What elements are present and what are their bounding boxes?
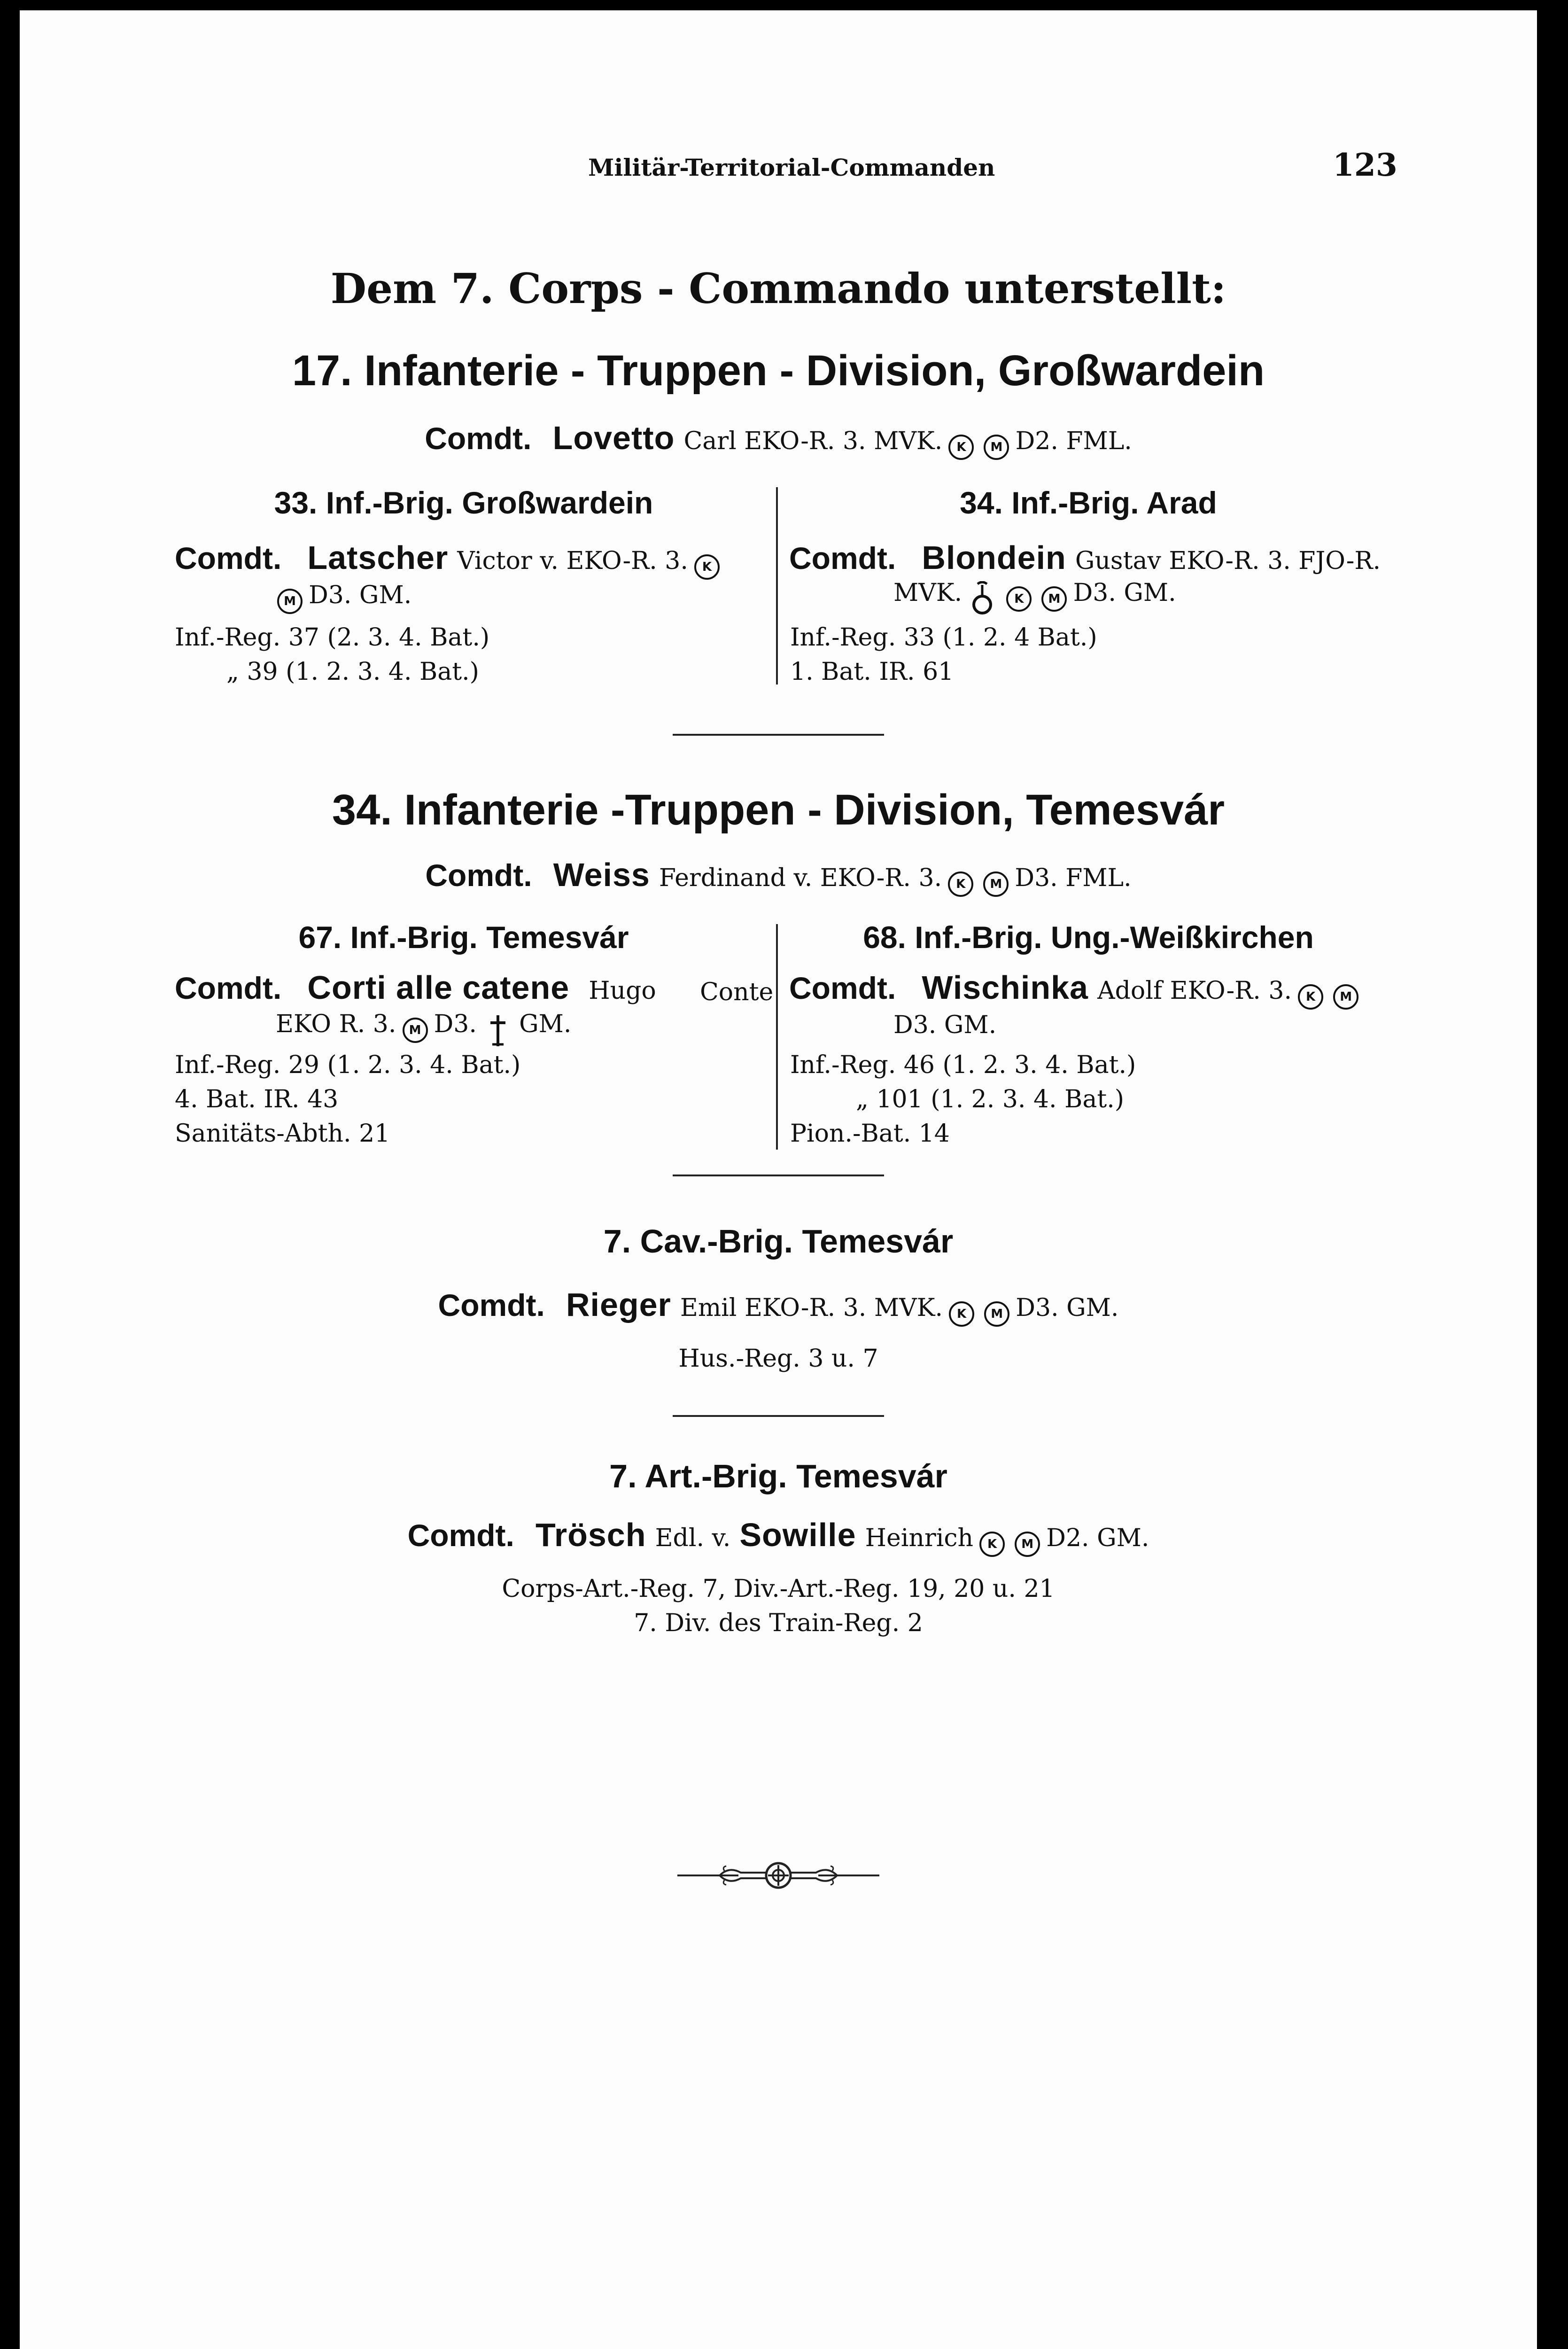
k-badge-icon: K — [979, 1532, 1005, 1557]
k-badge-icon: K — [1298, 984, 1323, 1010]
cavalry-brigade-title: 7. Cav.-Brig. Temesvár — [603, 1223, 954, 1260]
unit-line: „ 39 (1. 2. 3. 4. Bat.) — [226, 658, 479, 686]
k-badge-icon: K — [948, 435, 974, 460]
commander-rank: D2. FML. — [1015, 427, 1132, 455]
division-34-title: 34. Infanterie -Truppen - Division, Temesvár — [332, 786, 1225, 834]
commander-name: Trösch — [535, 1517, 646, 1553]
comdt-label: Comdt. — [789, 971, 896, 1005]
brigade-34-commander — [789, 539, 1381, 576]
k-badge-icon: K — [1006, 586, 1032, 612]
comdt-label: Comdt. — [175, 541, 282, 576]
comdt-label: Comdt. — [789, 541, 896, 576]
commander-name: Rieger — [566, 1286, 671, 1323]
column-divider — [776, 487, 778, 684]
m-badge-icon: M — [403, 1018, 428, 1043]
conte-label: Conte — [700, 978, 774, 1006]
brigade-67-commander — [175, 969, 656, 1006]
artillery-units-1: Corps-Art.-Reg. 7, Div.-Art.-Reg. 19, 20 u. 21 — [502, 1575, 1055, 1603]
book-page — [20, 10, 1537, 2349]
commander-name: Latscher — [307, 539, 449, 576]
commander-rank: D3. GM. — [1016, 1294, 1119, 1322]
m-badge-icon: M — [277, 589, 303, 614]
commander-name: Corti alle catene — [307, 969, 570, 1006]
unit-line: 1. Bat. IR. 61 — [790, 658, 954, 686]
brigade-34-title: 34. Inf.-Brig. Arad — [960, 485, 1217, 520]
brigade-33-commander — [175, 539, 723, 580]
column-divider — [776, 924, 778, 1150]
commander-edl: Edl. v. — [655, 1524, 731, 1552]
unit-line: Sanitäts-Abth. 21 — [175, 1120, 390, 1148]
brigade-67-title: 67. Inf.-Brig. Temesvár — [298, 920, 629, 955]
brigade-68-commander — [789, 969, 1362, 1010]
artillery-brigade-title: 7. Art.-Brig. Temesvár — [609, 1458, 947, 1494]
brigade-34-rank-line — [893, 579, 1176, 617]
commander-rank: D3. FML. — [1015, 864, 1132, 892]
brigade-68-title: 68. Inf.-Brig. Ung.-Weißkirchen — [863, 920, 1314, 955]
commander-details: Ferdinand v. EKO-R. 3. — [659, 864, 942, 892]
comdt-label: Comdt. — [425, 421, 532, 456]
k-badge-icon: K — [949, 1301, 974, 1327]
brigade-33-rank-line — [273, 581, 411, 614]
m-badge-icon: M — [984, 435, 1009, 460]
commander-rank: D2. GM. — [1046, 1524, 1149, 1552]
cavalry-units: Hus.-Reg. 3 u. 7 — [678, 1345, 878, 1373]
division-17-title: 17. Infanterie - Truppen - Division, Großwardein — [292, 347, 1265, 395]
m-badge-icon: M — [983, 871, 1009, 897]
decoration-label: D3. — [434, 1010, 477, 1038]
k-badge-icon: K — [948, 871, 973, 897]
commander-rank: D3. GM. — [309, 581, 412, 609]
commander-name: Wischinka — [922, 969, 1088, 1006]
unit-line: Pion.-Bat. 14 — [790, 1120, 950, 1148]
commander-details: Heinrich — [865, 1524, 973, 1552]
division-34-commander — [20, 856, 1537, 897]
unit-line: Inf.-Reg. 29 (1. 2. 3. 4. Bat.) — [175, 1051, 521, 1079]
m-badge-icon: M — [1333, 984, 1358, 1010]
brigade-67-rank-line — [276, 1010, 571, 1048]
commander-rank: GM. — [519, 1010, 572, 1038]
commander-rank: D3. GM. — [893, 1011, 997, 1039]
artillery-commander — [20, 1516, 1537, 1557]
unit-line: Inf.-Reg. 37 (2. 3. 4. Bat.) — [175, 623, 490, 652]
main-title: Dem 7. Corps - Commando unterstellt: — [330, 264, 1226, 313]
page-number: 123 — [1333, 147, 1397, 183]
commander-details: Emil EKO-R. 3. MVK. — [680, 1294, 943, 1322]
section-divider — [673, 1174, 884, 1176]
mvk-label: MVK. — [893, 579, 963, 607]
commander-details: Carl EKO-R. 3. MVK. — [683, 427, 943, 455]
running-title: Militär-Territorial-Commanden — [588, 154, 995, 181]
commander-name: Blondein — [922, 539, 1066, 576]
cross-icon — [488, 1012, 508, 1048]
commander-details: Adolf EKO-R. 3. — [1097, 977, 1292, 1005]
comdt-label: Comdt. — [175, 971, 282, 1005]
commander-details: Hugo — [589, 977, 656, 1005]
unit-line: Inf.-Reg. 46 (1. 2. 3. 4. Bat.) — [790, 1051, 1136, 1079]
k-badge-icon: K — [694, 554, 720, 580]
comdt-label: Comdt. — [438, 1288, 545, 1322]
division-17-commander — [20, 419, 1537, 460]
order-label: EKO R. 3. — [276, 1010, 396, 1038]
section-divider — [673, 734, 884, 736]
end-ornament-icon — [677, 1857, 879, 1894]
commander-rank: D3. GM. — [1073, 579, 1176, 607]
section-divider — [673, 1415, 884, 1417]
cavalry-commander — [20, 1286, 1537, 1327]
brigade-33-title: 33. Inf.-Brig. Großwardein — [274, 485, 653, 520]
comdt-label: Comdt. — [425, 858, 532, 893]
commander-details: Victor v. EKO-R. 3. — [457, 547, 688, 575]
m-badge-icon: M — [984, 1301, 1009, 1327]
commander-name-2: Sowille — [739, 1517, 856, 1553]
cross-medal-icon — [968, 581, 996, 617]
unit-line: „ 101 (1. 2. 3. 4. Bat.) — [856, 1085, 1125, 1113]
unit-line: 4. Bat. IR. 43 — [175, 1085, 339, 1113]
m-badge-icon: M — [1015, 1532, 1040, 1557]
m-badge-icon: M — [1041, 586, 1067, 612]
comdt-label: Comdt. — [407, 1518, 514, 1553]
commander-name: Lovetto — [552, 420, 675, 456]
commander-name: Weiss — [553, 856, 650, 893]
unit-line: Inf.-Reg. 33 (1. 2. 4 Bat.) — [790, 623, 1097, 652]
commander-details: Gustav EKO-R. 3. FJO-R. — [1075, 547, 1381, 575]
artillery-units-2: 7. Div. des Train-Reg. 2 — [634, 1609, 923, 1637]
